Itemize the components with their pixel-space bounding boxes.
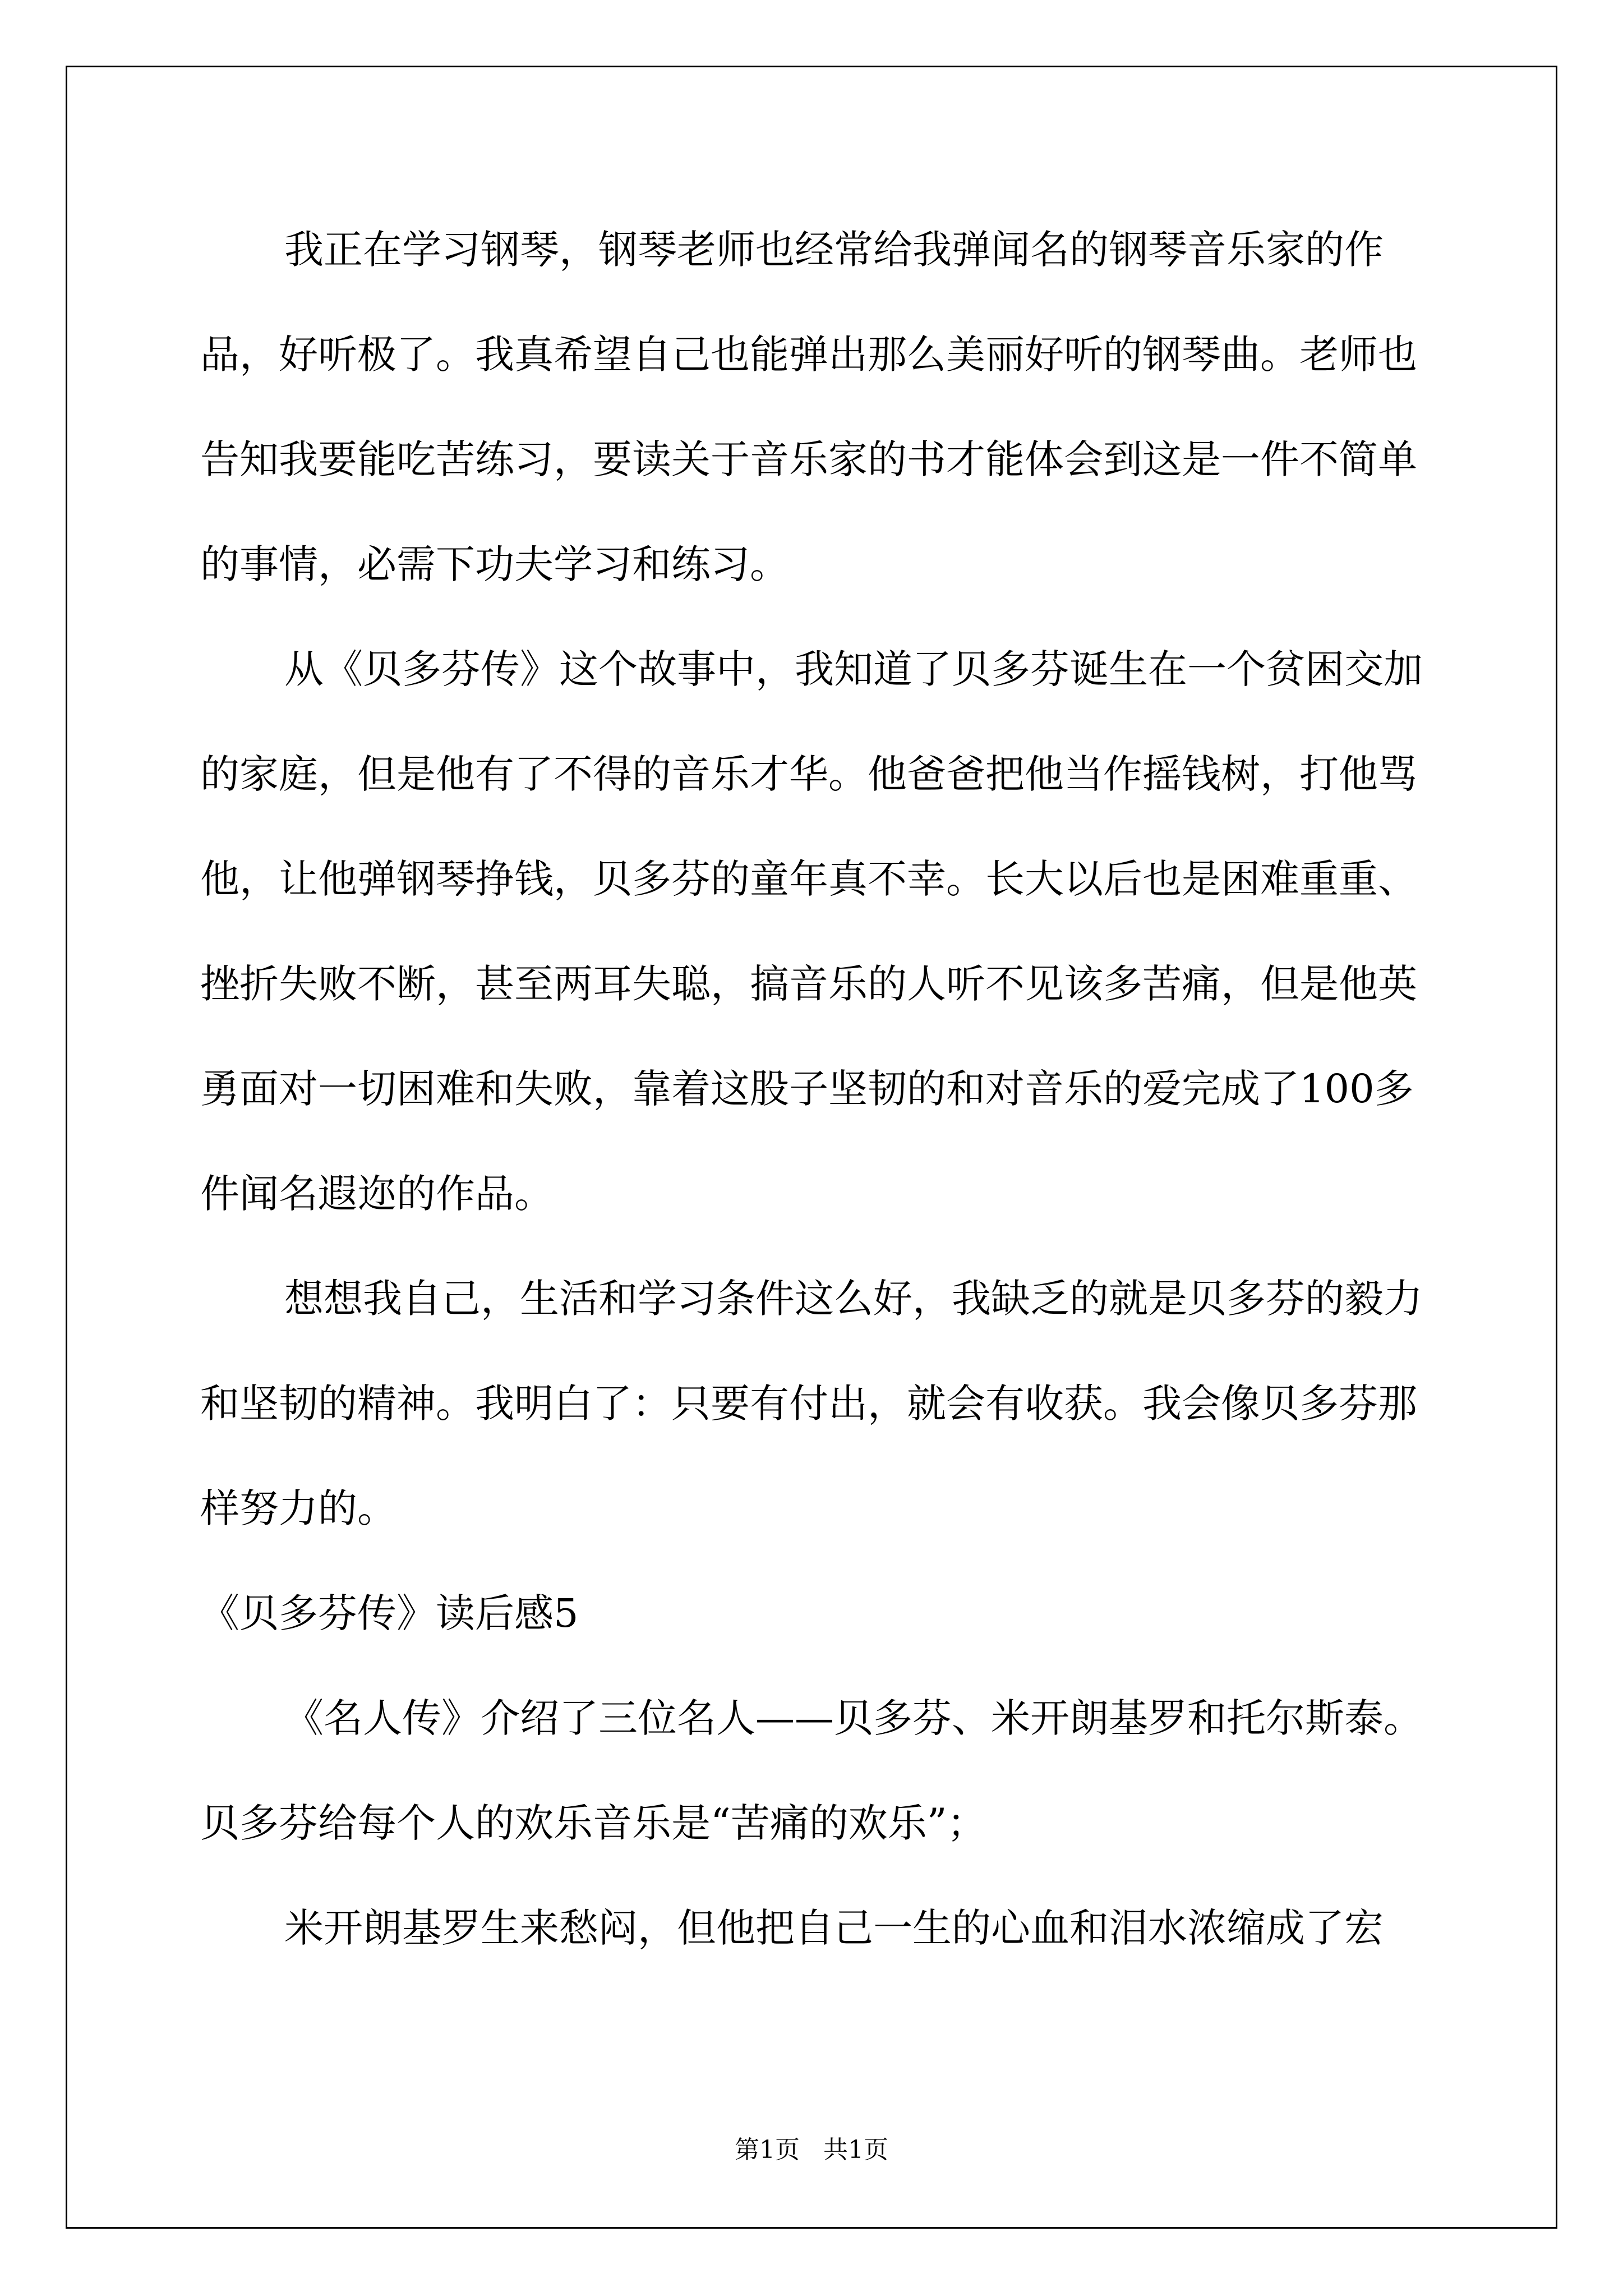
page-total: 共1页 (823, 2136, 888, 2164)
page-number: 第1页 (735, 2136, 800, 2164)
paragraph-2: 从《贝多芬传》这个故事中，我知道了贝多芬诞生在一个贫困交加的家庭，但是他有了不得的音乐才华。他爸爸把他当作摇钱树，打他骂他，让他弹钢琴挣钱，贝多芬的童年真不幸。长大以后也是困难重重、挫折失败不断，甚至两耳失聪，搞音乐的人听不见该多苦痛，但是他英勇面对一切困难和失败，靠着这股子坚韧的和对音乐的爱完成了100多件闻名遐迩的作品。 (200, 646, 1423, 1217)
paragraph-4: 《名人传》介绍了三位名人——贝多芬、米开朗基罗和托尔斯泰。贝多芬给每个人的欢乐音乐是“苦痛的欢乐”； (200, 1695, 1423, 1846)
page-footer (0, 2129, 1623, 2165)
paragraph-5: 米开朗基罗生来愁闷，但他把自己一生的心血和泪水浓缩成了宏 (284, 1905, 1384, 1951)
paragraph-3: 想想我自己，生活和学习条件这么好，我缺乏的就是贝多芬的毅力和坚韧的精神。我明白了：只要有付出，就会有收获。我会像贝多芬那样努力的。 (200, 1276, 1423, 1531)
section-heading: 《贝多芬传》读后感5 (200, 1590, 579, 1636)
document-body (200, 197, 1434, 1981)
paragraph-1: 我正在学习钢琴，钢琴老师也经常给我弹闻名的钢琴音乐家的作品，好听极了。我真希望自己也能弹出那么美丽好听的钢琴曲。老师也告知我要能吃苦练习，要读关于音乐家的书才能体会到这是一件不简单的事情，必需下功夫学习和练习。 (200, 227, 1417, 587)
